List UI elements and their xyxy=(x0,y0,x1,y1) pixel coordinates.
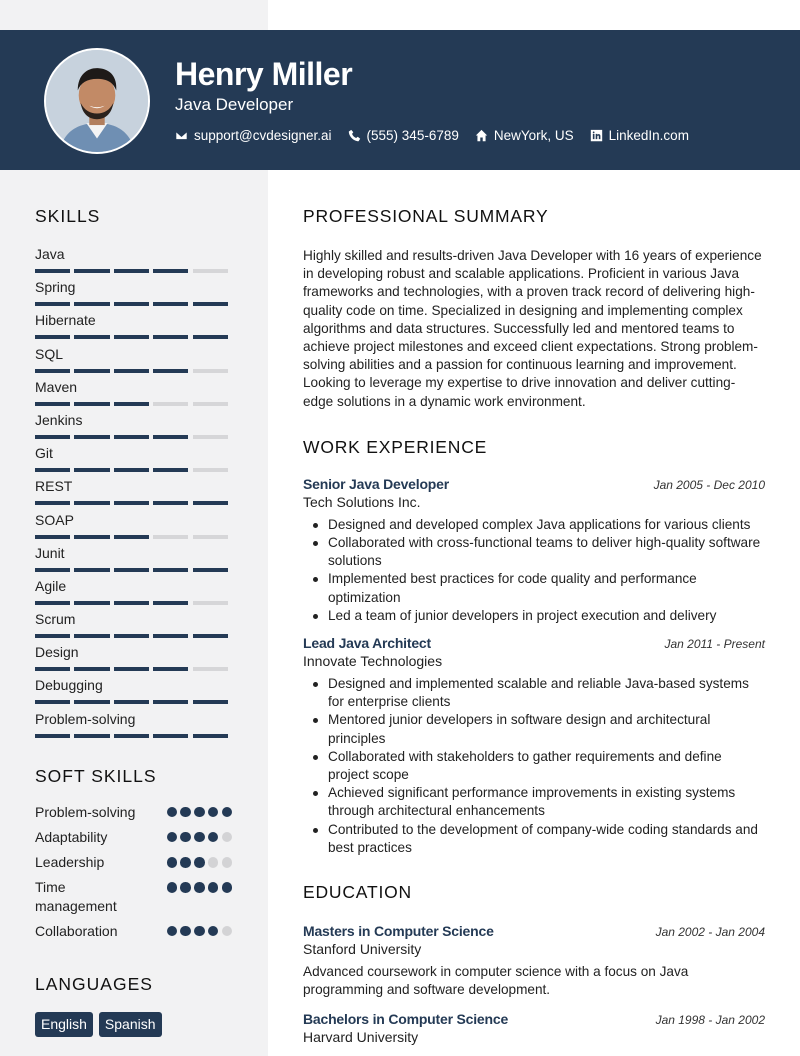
skill-level-segment xyxy=(193,402,228,406)
phone-text: (555) 345-6789 xyxy=(366,128,459,143)
rating-dot xyxy=(167,857,178,868)
job-bullets xyxy=(303,516,765,625)
skill-level-segment xyxy=(193,269,228,273)
skill-item xyxy=(35,677,232,710)
skill-level-segment xyxy=(74,468,109,472)
skill-level-bar xyxy=(35,435,232,439)
skill-level-segment xyxy=(114,700,149,704)
skill-level-segment xyxy=(153,501,188,505)
skill-level-segment xyxy=(153,634,188,638)
work-heading: WORK EXPERIENCE xyxy=(303,436,488,457)
skill-level-bar xyxy=(35,535,232,539)
skill-level-segment xyxy=(74,501,109,505)
skill-item xyxy=(35,346,232,379)
skill-level-segment xyxy=(114,302,149,306)
skill-level-segment xyxy=(114,535,149,539)
rating-dot xyxy=(194,832,205,843)
job-title: Lead Java Architect xyxy=(303,635,431,652)
skill-level-segment xyxy=(114,335,149,339)
skill-level-bar xyxy=(35,634,232,638)
job-bullet: Achieved significant performance improvements in existing systems through architectural enhancements xyxy=(328,784,765,820)
skill-level-segment xyxy=(35,302,70,306)
skill-level-segment xyxy=(153,302,188,306)
rating-dot xyxy=(222,807,233,818)
skill-level-segment xyxy=(35,335,70,339)
job-company: Tech Solutions Inc. xyxy=(303,493,421,510)
skills-heading: SKILLS xyxy=(35,206,101,226)
skill-name: Problem-solving xyxy=(35,710,136,727)
skill-level-segment xyxy=(114,402,149,406)
skill-level-segment xyxy=(193,700,228,704)
job-bullet: Collaborated with cross-functional teams to deliver high-quality software solutions xyxy=(328,534,765,570)
skill-level-segment xyxy=(35,269,70,273)
avatar xyxy=(44,48,150,154)
soft-skill-item xyxy=(35,803,232,822)
soft-skill-item xyxy=(35,922,232,941)
soft-skill-rating xyxy=(164,803,232,818)
skill-item xyxy=(35,711,232,744)
skill-name: SOAP xyxy=(35,511,74,528)
summary-text: Highly skilled and results-driven Java Developer with 16 years of experience in developing robust and scalable applications. Proficient in various Java frameworks and technologies, with a proven track record of delivering high-quality code on time. Specialized in designing and implementing complex algorithms and data structures. Successfully led and mentored teams to achieve project milestones and exceed client expectations. Strong problem-solving abilities and a passion for continuous learning and improvement. Looking to leverage my expertise to drive innovation and deliver cutting-edge solutions in a dynamic work environment. xyxy=(303,248,762,409)
linkedin-text: LinkedIn.com xyxy=(608,128,689,143)
rating-dot xyxy=(194,926,205,937)
rating-dot xyxy=(208,807,219,818)
skill-level-segment xyxy=(74,535,109,539)
rating-dot xyxy=(222,832,233,843)
soft-skills-heading: SOFT SKILLS xyxy=(35,765,157,786)
skill-level-segment xyxy=(193,535,228,539)
rating-dot xyxy=(167,926,178,937)
skill-level-segment xyxy=(74,369,109,373)
resume-header xyxy=(0,30,800,170)
skill-level-segment xyxy=(74,601,109,605)
skill-name: Scrum xyxy=(35,611,76,628)
rating-dot xyxy=(194,857,205,868)
skill-level-segment xyxy=(114,369,149,373)
skill-level-segment xyxy=(193,601,228,605)
skill-level-segment xyxy=(74,634,109,638)
skill-item xyxy=(35,279,232,312)
rating-dot xyxy=(167,832,178,843)
skill-level-segment xyxy=(193,501,228,505)
home-icon xyxy=(475,129,488,142)
skill-name: REST xyxy=(35,478,73,495)
skill-level-segment xyxy=(35,535,70,539)
rating-dot xyxy=(208,857,219,868)
skill-level-segment xyxy=(114,435,149,439)
job-bullet: Implemented best practices for code quality and performance optimization xyxy=(328,570,765,606)
skill-name: Maven xyxy=(35,378,78,395)
skill-name: Hibernate xyxy=(35,312,96,329)
job-header xyxy=(303,635,765,651)
education-header xyxy=(303,923,765,939)
skill-level-segment xyxy=(153,435,188,439)
rating-dot xyxy=(208,882,219,893)
skill-level-bar xyxy=(35,302,232,306)
skill-level-segment xyxy=(193,435,228,439)
skill-item xyxy=(35,644,232,677)
skill-level-bar xyxy=(35,734,232,738)
skill-level-segment xyxy=(35,667,70,671)
skill-level-segment xyxy=(153,568,188,572)
soft-skills-list xyxy=(35,803,232,940)
education-date: Jan 2002 - Jan 2004 xyxy=(655,925,765,940)
skill-level-segment xyxy=(193,634,228,638)
skill-level-segment xyxy=(193,335,228,339)
skill-level-segment xyxy=(74,402,109,406)
rating-dot xyxy=(222,926,233,937)
contact-row xyxy=(175,128,705,143)
language-tag: English xyxy=(35,1012,93,1037)
skill-level-segment xyxy=(153,335,188,339)
job-date: Jan 2005 - Dec 2010 xyxy=(653,477,765,492)
skill-level-segment xyxy=(74,335,109,339)
education-heading: EDUCATION xyxy=(303,882,412,903)
skill-item xyxy=(35,312,232,345)
skill-level-segment xyxy=(35,402,70,406)
skill-level-segment xyxy=(114,601,149,605)
skill-level-segment xyxy=(193,468,228,472)
skill-level-segment xyxy=(114,468,149,472)
summary-heading: PROFESSIONAL SUMMARY xyxy=(303,206,549,226)
work-list xyxy=(303,476,765,857)
rating-dot xyxy=(222,882,233,893)
skill-item xyxy=(35,379,232,412)
skill-item xyxy=(35,512,232,545)
skill-level-segment xyxy=(193,667,228,671)
rating-dot xyxy=(180,857,191,868)
skill-level-segment xyxy=(153,734,188,738)
school-name: Harvard University xyxy=(303,1029,419,1046)
languages-heading: LANGUAGES xyxy=(35,974,153,995)
skill-name: Agile xyxy=(35,577,67,594)
skill-level-segment xyxy=(193,734,228,738)
skill-level-segment xyxy=(153,369,188,373)
rating-dot xyxy=(180,832,191,843)
rating-dot xyxy=(194,882,205,893)
rating-dot xyxy=(208,832,219,843)
skill-name: Git xyxy=(35,445,53,462)
education-entry xyxy=(303,923,765,999)
skill-level-segment xyxy=(35,369,70,373)
skill-level-segment xyxy=(35,468,70,472)
job-title: Senior Java Developer xyxy=(303,475,449,492)
skill-level-segment xyxy=(74,667,109,671)
education-description: Advanced coursework in computer science with a focus on Java programming and software development. xyxy=(303,964,689,998)
skills-list xyxy=(35,246,232,744)
skill-level-segment xyxy=(35,568,70,572)
soft-skill-item xyxy=(35,853,232,872)
degree-title: Masters in Computer Science xyxy=(303,923,494,940)
contact-linkedin[interactable] xyxy=(590,128,689,143)
skill-level-segment xyxy=(35,734,70,738)
soft-skill-item xyxy=(35,878,232,915)
job-entry xyxy=(303,476,765,625)
skill-level-segment xyxy=(193,568,228,572)
skill-name: Jenkins xyxy=(35,411,83,428)
rating-dot xyxy=(194,807,205,818)
skill-level-segment xyxy=(35,501,70,505)
left-column xyxy=(35,206,232,1037)
skill-item xyxy=(35,246,232,279)
rating-dot xyxy=(180,882,191,893)
skill-level-bar xyxy=(35,667,232,671)
skill-level-bar xyxy=(35,468,232,472)
job-bullet: Designed and developed complex Java applications for various clients xyxy=(328,516,765,534)
skill-level-segment xyxy=(35,601,70,605)
rating-dot xyxy=(180,807,191,818)
soft-skill-rating xyxy=(164,922,232,937)
skill-level-segment xyxy=(193,369,228,373)
rating-dot xyxy=(167,807,178,818)
skill-level-segment xyxy=(114,269,149,273)
skill-item xyxy=(35,445,232,478)
skill-name: Spring xyxy=(35,279,76,296)
contact-email[interactable] xyxy=(175,128,332,143)
job-bullet: Designed and implemented scalable and reliable Java-based systems for enterprise clients xyxy=(328,675,765,711)
soft-skill-rating xyxy=(164,828,232,843)
job-bullet: Contributed to the development of company-wide coding standards and best practices xyxy=(328,821,765,857)
rating-dot xyxy=(208,926,219,937)
education-date: Jan 1998 - Jan 2002 xyxy=(655,1013,765,1028)
education-list xyxy=(303,923,765,1045)
degree-title: Bachelors in Computer Science xyxy=(303,1011,509,1028)
skill-level-bar xyxy=(35,601,232,605)
skill-level-bar xyxy=(35,568,232,572)
contact-location xyxy=(475,128,574,143)
skill-level-bar xyxy=(35,700,232,704)
job-bullet: Mentored junior developers in software design and architectural principles xyxy=(328,711,765,747)
skill-item xyxy=(35,545,232,578)
skill-level-bar xyxy=(35,269,232,273)
soft-skills-section xyxy=(35,766,232,940)
education-entry xyxy=(303,1011,765,1045)
skill-level-segment xyxy=(153,269,188,273)
job-bullet: Led a team of junior developers in project execution and delivery xyxy=(328,607,765,625)
skill-level-segment xyxy=(114,568,149,572)
skill-level-segment xyxy=(74,568,109,572)
languages-list xyxy=(35,1012,232,1037)
soft-skill-name: Adaptability xyxy=(35,828,108,845)
rating-dot xyxy=(167,882,178,893)
skill-level-segment xyxy=(153,667,188,671)
skill-item xyxy=(35,578,232,611)
language-tag: Spanish xyxy=(99,1012,162,1037)
skill-level-bar xyxy=(35,501,232,505)
email-text: support@cvdesigner.ai xyxy=(194,128,332,143)
job-date: Jan 2011 - Present xyxy=(664,637,765,652)
skill-level-segment xyxy=(153,402,188,406)
soft-skill-name: Time management xyxy=(35,879,117,914)
contact-phone[interactable] xyxy=(348,128,459,143)
school-name: Stanford University xyxy=(303,941,422,958)
rating-dot xyxy=(222,857,233,868)
skill-level-segment xyxy=(114,634,149,638)
linkedin-icon xyxy=(590,129,603,142)
skill-name: Junit xyxy=(35,544,65,561)
skill-level-segment xyxy=(74,700,109,704)
skill-level-segment xyxy=(193,302,228,306)
skill-level-bar xyxy=(35,335,232,339)
education-header xyxy=(303,1011,765,1027)
skill-level-segment xyxy=(74,302,109,306)
profile-photo xyxy=(46,50,148,152)
skill-level-segment xyxy=(74,734,109,738)
job-bullet: Collaborated with stakeholders to gather requirements and define project scope xyxy=(328,748,765,784)
candidate-role: Java Developer xyxy=(175,95,294,114)
skill-level-segment xyxy=(153,601,188,605)
skill-name: Java xyxy=(35,246,65,262)
right-column xyxy=(303,206,765,1045)
skill-name: Design xyxy=(35,644,79,661)
job-bullets xyxy=(303,675,765,857)
skill-level-segment xyxy=(114,734,149,738)
skill-item xyxy=(35,412,232,445)
envelope-icon xyxy=(175,129,188,142)
skill-name: Debugging xyxy=(35,677,103,694)
skill-level-segment xyxy=(35,435,70,439)
skill-item xyxy=(35,611,232,644)
rating-dot xyxy=(180,926,191,937)
languages-section xyxy=(35,974,232,1037)
location-text: NewYork, US xyxy=(493,128,574,143)
skill-level-segment xyxy=(35,634,70,638)
job-entry xyxy=(303,635,765,857)
skill-level-bar xyxy=(35,369,232,373)
skill-level-bar xyxy=(35,402,232,406)
skill-level-segment xyxy=(74,435,109,439)
soft-skill-item xyxy=(35,828,232,847)
skill-level-segment xyxy=(114,667,149,671)
phone-icon xyxy=(348,129,361,142)
soft-skill-name: Leadership xyxy=(35,854,105,870)
job-company: Innovate Technologies xyxy=(303,653,443,670)
candidate-name: Henry Miller xyxy=(175,56,353,92)
soft-skill-rating xyxy=(164,853,232,868)
skill-level-segment xyxy=(35,700,70,704)
job-header xyxy=(303,476,765,492)
soft-skill-name: Collaboration xyxy=(35,922,118,939)
skill-name: SQL xyxy=(35,345,64,362)
skill-level-segment xyxy=(74,269,109,273)
skill-level-segment xyxy=(153,700,188,704)
soft-skill-name: Problem-solving xyxy=(35,803,136,820)
skill-level-segment xyxy=(153,468,188,472)
skill-item xyxy=(35,478,232,511)
skill-level-segment xyxy=(114,501,149,505)
soft-skill-rating xyxy=(164,878,232,893)
skill-level-segment xyxy=(153,535,188,539)
